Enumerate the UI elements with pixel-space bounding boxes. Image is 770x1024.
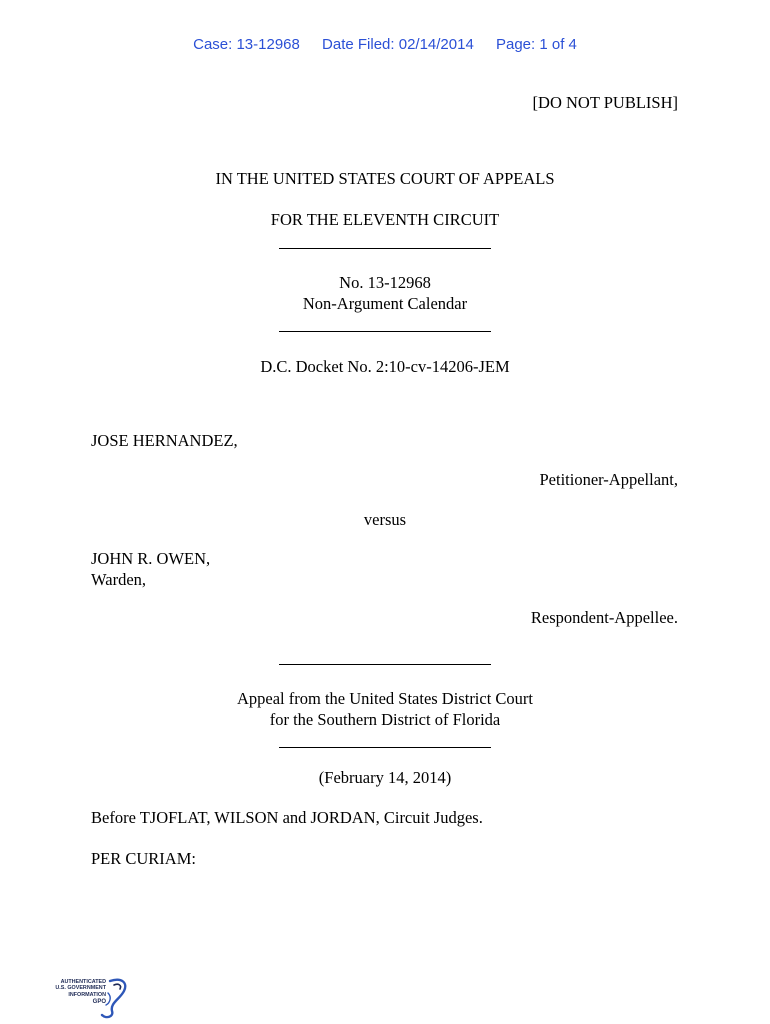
page-count-stamp: Page: 1 of 4 [495,36,577,53]
divider [279,664,491,665]
appeal-number: No. 13-12968 [339,273,431,292]
seal-line: INFORMATION [68,991,106,998]
petitioner-role: Petitioner-Appellant, [539,470,678,489]
case-number-stamp: Case: 13-12968 [193,36,300,53]
respondent-name: JOHN R. OWEN, [91,549,211,568]
panel-judges: Before TJOFLAT, WILSON and JORDAN, Circuit Judges. [91,808,483,827]
appeal-origin: Appeal from the United States District Court [236,689,534,708]
calendar-type: Non-Argument Calendar [302,294,468,313]
divider [279,248,491,249]
appeal-district: for the Southern District of Florida [269,710,501,729]
filing-stamp [0,36,770,53]
divider [279,331,491,332]
petitioner-name: JOSE HERNANDEZ, [91,431,238,450]
court-name: IN THE UNITED STATES COURT OF APPEALS [215,169,555,188]
respondent-role: Respondent-Appellee. [530,608,678,627]
respondent-title: Warden, [91,570,147,589]
district-docket: D.C. Docket No. 2:10-cv-14206-JEM [260,357,510,376]
circuit-name: FOR THE ELEVENTH CIRCUIT [270,210,500,229]
publish-flag: [DO NOT PUBLISH] [532,93,678,112]
gpo-authentication-seal [44,975,134,1019]
eagle-swoosh-icon [44,975,134,1019]
seal-line: AUTHENTICATED [60,979,106,985]
divider [279,747,491,748]
versus-label: versus [363,510,407,529]
seal-line: U.S. GOVERNMENT [55,985,106,992]
date-filed-stamp: Date Filed: 02/14/2014 [322,36,474,53]
decision-date: (February 14, 2014) [318,768,452,787]
per-curiam-heading: PER CURIAM: [91,849,196,868]
seal-line: GPO [92,998,106,1005]
